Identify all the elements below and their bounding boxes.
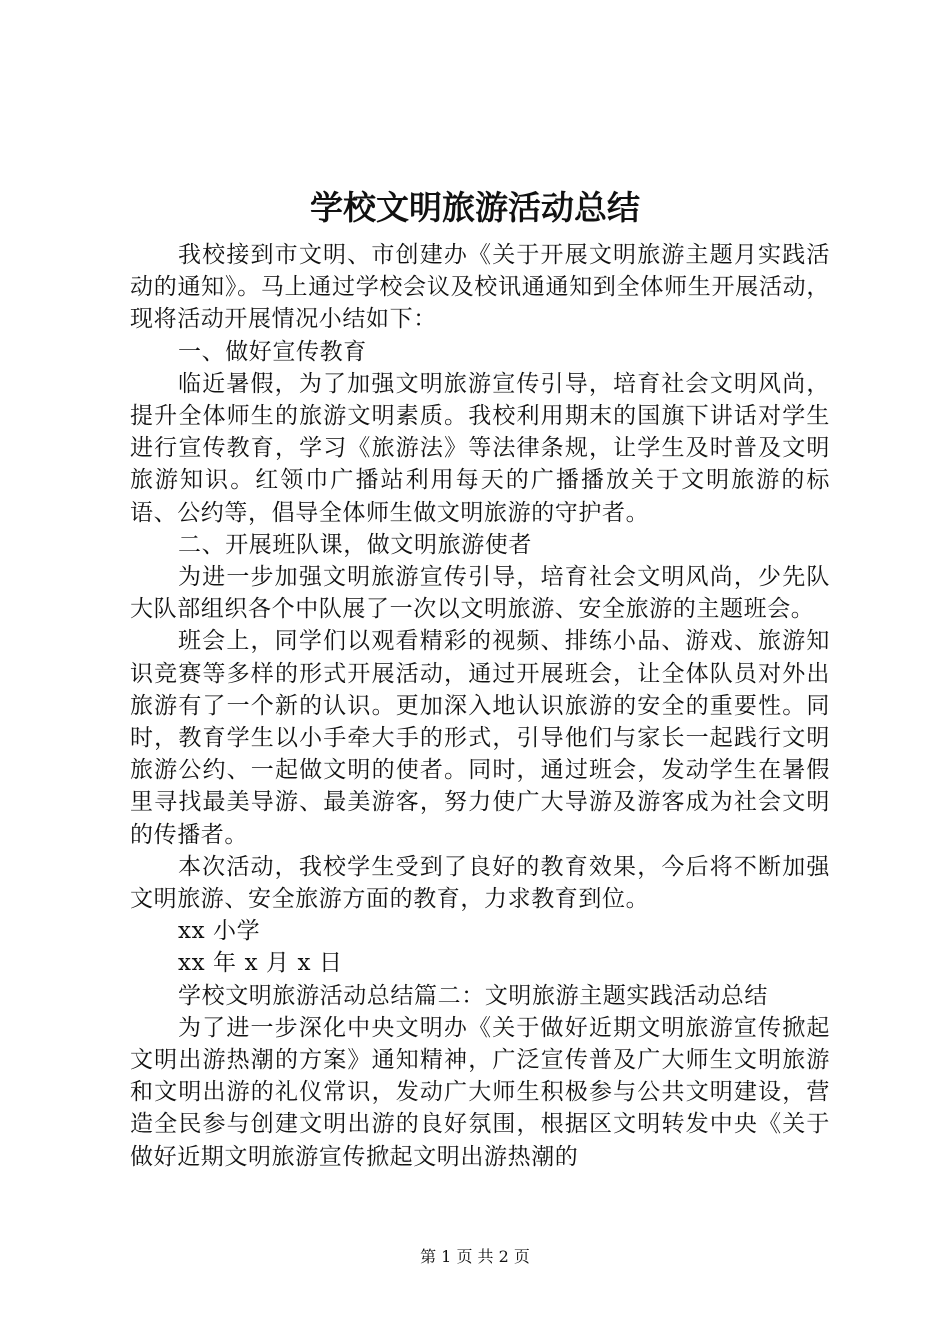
section-title-part-2: 学校文明旅游活动总结篇二：文明旅游主题实践活动总结 xyxy=(178,982,768,1009)
paragraph-intro: 我校接到市文明、市创建办《关于开展文明旅游主题月实践活动的通知》。马上通过学校会议及校讯通通知到全体师生开展活动，现将活动开展情况小结如下： xyxy=(130,242,830,333)
paragraph-part-2-intro: 为了进一步深化中央文明办《关于做好近期文明旅游宣传掀起文明出游热潮的方案》通知精神，广泛宣传普及广大师生文明旅游和文明出游的礼仪常识，发动广大师生积极参与公共文明建设，营造全民参与创建文明出游的良好氛围，根据区文明转发中央《关于做好近期文明旅游宣传掀起文明出游热潮的 xyxy=(130,1014,830,1170)
page-footer: 第 1 页 共 2 页 xyxy=(420,1247,530,1266)
section-heading-2: 二、开展班队课，做文明旅游使者 xyxy=(178,531,532,558)
document-title: 学校文明旅游活动总结 xyxy=(310,188,640,227)
signature-school: xx 小学 xyxy=(178,918,261,945)
document-body xyxy=(130,239,830,1173)
paragraph-conclusion: 本次活动，我校学生受到了良好的教育效果，今后将不断加强文明旅游、安全旅游方面的教育，力求教育到位。 xyxy=(130,853,830,913)
section-heading-1: 一、做好宣传教育 xyxy=(178,338,367,365)
paragraph-publicity: 临近暑假，为了加强文明旅游宣传引导，培育社会文明风尚，提升全体师生的旅游文明素质。我校利用期末的国旗下讲话对学生进行宣传教育，学习《旅游法》等法律条规，让学生及时普及文明旅游知识。红领巾广播站利用每天的广播播放关于文明旅游的标语、公约等，倡导全体师生做文明旅游的守护者。 xyxy=(130,370,830,526)
paragraph-class-meeting: 为进一步加强文明旅游宣传引导，培育社会文明风尚，少先队大队部组织各个中队展了一次以文明旅游、安全旅游的主题班会。 xyxy=(130,564,830,623)
signature-date: xx 年 x 月 x 日 xyxy=(178,950,343,977)
paragraph-class-activities: 班会上，同学们以观看精彩的视频、排练小品、游戏、旅游知识竞赛等多样的形式开展活动，通过开展班会，让全体队员对外出旅游有了一个新的认识。更加深入地认识旅游的安全的重要性。同时，教育学生以小手牵大手的形式，引导他们与家长一起践行文明旅游公约、一起做文明的使者。同时，通过班会，发动学生在暑假里寻找最美导游、最美游客，努力使广大导游及游客成为社会文明的传播者。 xyxy=(130,628,830,848)
